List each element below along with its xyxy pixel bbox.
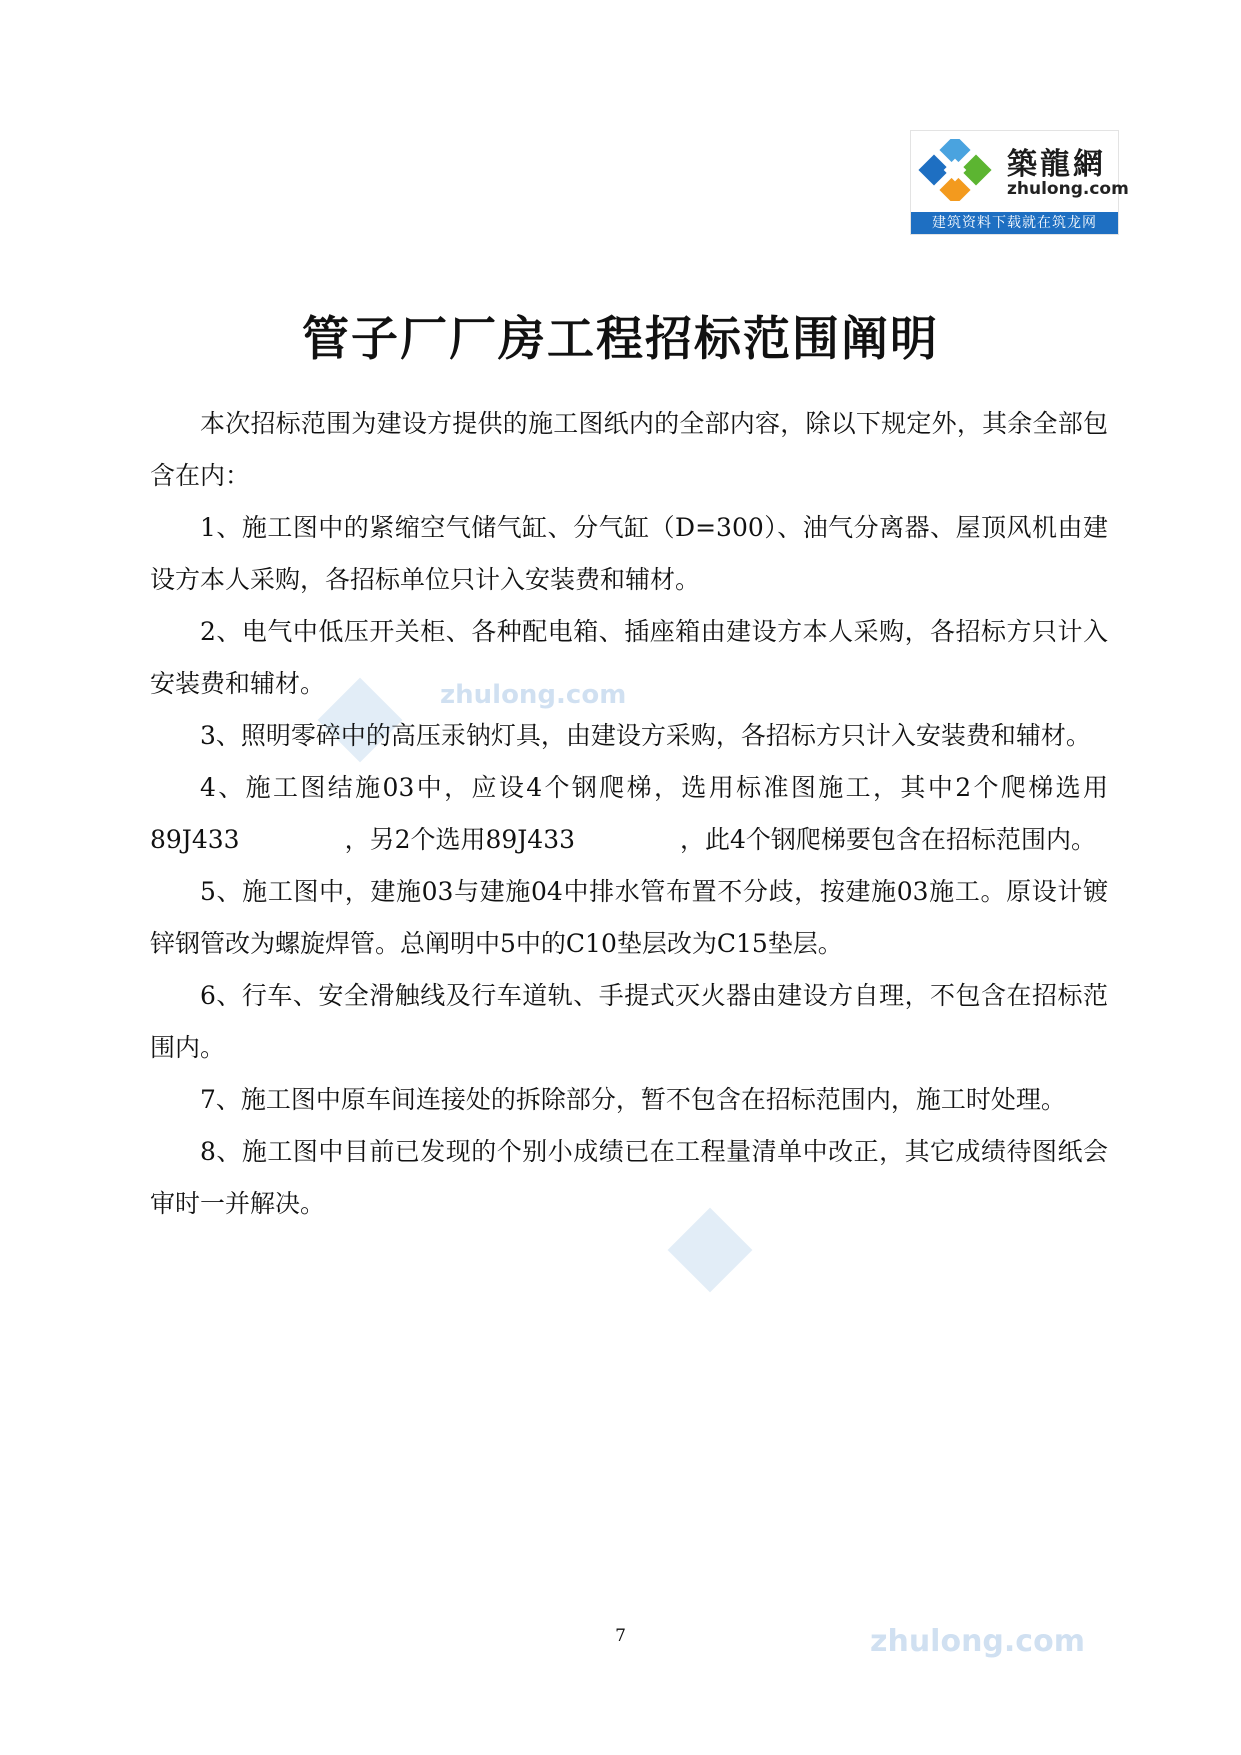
document-title: 管子厂厂房工程招标范围阐明 bbox=[302, 312, 939, 367]
logo-domain: zhulong.com bbox=[1007, 179, 1129, 199]
watermark-text-middle: zhulong.com bbox=[440, 680, 627, 710]
item-1: 1、施工图中的紧缩空气储气缸、分气缸（D=300）、油气分离器、屋顶风机由建设方本人采购，各招标单位只计入安装费和辅材。 bbox=[150, 513, 1108, 594]
item-3: 3、照明零碎中的高压汞钠灯具，由建设方采购，各招标方只计入安装费和辅材。 bbox=[200, 721, 1091, 750]
item-4-part-1: 4、施工图结施03中，应设4个钢爬梯，选用标准图施工，其中2个爬梯选用89J433 bbox=[150, 773, 1108, 854]
logo-tagline: 建筑资料下载就在筑龙网 bbox=[911, 212, 1118, 234]
item-4-part-2: ，另2个选用89J433 bbox=[344, 825, 576, 854]
item-4-part-3: ，此4个钢爬梯要包含在招标范围内。 bbox=[680, 825, 1096, 854]
zhulong-logo-icon bbox=[917, 139, 995, 201]
item-2: 2、电气中低压开关柜、各种配电箱、插座箱由建设方本人采购，各招标方只计入安装费和辅材。 bbox=[150, 617, 1108, 698]
item-8: 8、施工图中目前已发现的个别小成绩已在工程量清单中改正，其它成绩待图纸会审时一并解决。 bbox=[150, 1137, 1108, 1218]
watermark-text-bottom: zhulong.com bbox=[870, 1624, 1085, 1659]
page-number: 7 bbox=[615, 1626, 626, 1646]
intro-paragraph: 本次招标范围为建设方提供的施工图纸内的全部内容，除以下规定外，其余全部包含在内： bbox=[150, 409, 1108, 490]
item-4 bbox=[150, 762, 1108, 866]
document-body bbox=[150, 398, 1108, 1230]
item-7: 7、施工图中原车间连接处的拆除部分，暂不包含在招标范围内，施工时处理。 bbox=[200, 1085, 1066, 1114]
zhulong-logo bbox=[910, 130, 1129, 235]
logo-name-cn: 築龍網 bbox=[1007, 147, 1106, 182]
item-6: 6、行车、安全滑触线及行车道轨、手提式灭火器由建设方自理，不包含在招标范围内。 bbox=[150, 981, 1108, 1062]
item-5: 5、施工图中，建施03与建施04中排水管布置不分歧，按建施03施工。原设计镀锌钢管改为螺旋焊管。总阐明中5中的C10垫层改为C15垫层。 bbox=[150, 877, 1108, 958]
